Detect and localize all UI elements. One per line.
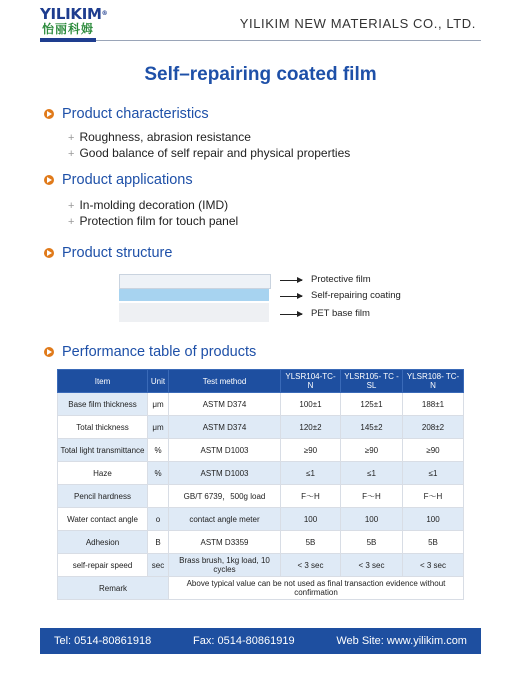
table-row bbox=[58, 508, 464, 531]
table-cell: 100 bbox=[403, 508, 464, 531]
play-bullet-icon bbox=[44, 347, 54, 357]
table-cell: F～H bbox=[341, 485, 403, 508]
footer-website: Web Site: www.yilikim.com bbox=[336, 635, 467, 647]
logo-chinese-name: 怡丽科姆 bbox=[42, 22, 95, 36]
table-row bbox=[58, 531, 464, 554]
table-cell: Brass brush, 1kg load, 10 cycles bbox=[169, 554, 281, 577]
column-header: YLSR104-TC-N bbox=[281, 370, 341, 393]
footer-fax: Fax: 0514-80861919 bbox=[193, 635, 295, 647]
table-cell: 125±1 bbox=[341, 393, 403, 416]
table-row bbox=[58, 393, 464, 416]
table-cell: self-repair speed bbox=[58, 554, 148, 577]
table-cell: o bbox=[148, 508, 169, 531]
table-row bbox=[58, 554, 464, 577]
table-cell: Water contact angle bbox=[58, 508, 148, 531]
table-header-row bbox=[58, 370, 464, 393]
table-cell: ≥90 bbox=[403, 439, 464, 462]
table-cell: F～H bbox=[281, 485, 341, 508]
table-cell: ≥90 bbox=[341, 439, 403, 462]
footer-tel: Tel: 0514-80861918 bbox=[54, 635, 152, 647]
table-cell: Pencil hardness bbox=[58, 485, 148, 508]
remark-row bbox=[58, 577, 464, 600]
table-cell: GB/T 6739，500g load bbox=[169, 485, 281, 508]
list-item: + Roughness, abrasion resistance bbox=[68, 130, 251, 144]
plus-icon: + bbox=[68, 148, 75, 160]
table-cell: ≤1 bbox=[403, 462, 464, 485]
table-cell: ASTM D1003 bbox=[169, 439, 281, 462]
table-cell: % bbox=[148, 439, 169, 462]
header-divider bbox=[40, 40, 481, 41]
protective-film-layer bbox=[119, 274, 271, 289]
section-performance bbox=[44, 342, 256, 362]
play-bullet-icon bbox=[44, 175, 54, 185]
table-cell: F～H bbox=[403, 485, 464, 508]
table-cell: ASTM D374 bbox=[169, 416, 281, 439]
page-title: Self–repairing coated film bbox=[144, 64, 377, 85]
table-cell: 5B bbox=[281, 531, 341, 554]
layer-label: Self-repairing coating bbox=[311, 290, 401, 301]
plus-icon: + bbox=[68, 216, 75, 228]
footer-contact-bar bbox=[40, 628, 481, 654]
table-cell: ASTM D1003 bbox=[169, 462, 281, 485]
table-row bbox=[58, 416, 464, 439]
table-cell: < 3 sec bbox=[281, 554, 341, 577]
table-cell: 120±2 bbox=[281, 416, 341, 439]
table-cell: μm bbox=[148, 393, 169, 416]
table-row bbox=[58, 462, 464, 485]
performance-table bbox=[57, 369, 464, 600]
section-structure bbox=[44, 243, 172, 263]
company-name: YILIKIM NEW MATERIALS CO., LTD. bbox=[239, 16, 476, 31]
remark-label: Remark bbox=[58, 577, 169, 600]
section-heading: Product applications bbox=[62, 172, 193, 188]
play-bullet-icon bbox=[44, 248, 54, 258]
table-cell: < 3 sec bbox=[341, 554, 403, 577]
layer-label: PET base film bbox=[311, 308, 370, 319]
table-cell: ASTM D374 bbox=[169, 393, 281, 416]
table-cell: 100 bbox=[281, 508, 341, 531]
table-cell: 208±2 bbox=[403, 416, 464, 439]
table-cell: ASTM D3359 bbox=[169, 531, 281, 554]
logo-wordmark: YILIKIM bbox=[40, 5, 102, 23]
play-bullet-icon bbox=[44, 109, 54, 119]
table-cell: contact angle meter bbox=[169, 508, 281, 531]
table-cell: Adhesion bbox=[58, 531, 148, 554]
table-cell: Base film thickness bbox=[58, 393, 148, 416]
arrow-right-icon bbox=[280, 280, 302, 281]
table-cell: 5B bbox=[403, 531, 464, 554]
column-header: YLSR105- TC -SL bbox=[341, 370, 403, 393]
table-cell: < 3 sec bbox=[403, 554, 464, 577]
plus-icon: + bbox=[68, 132, 75, 144]
table-cell: 145±2 bbox=[341, 416, 403, 439]
list-item: + Good balance of self repair and physical properties bbox=[68, 146, 351, 160]
table-cell: 5B bbox=[341, 531, 403, 554]
remark-text: Above typical value can be not used as final transaction evidence without confirmation bbox=[169, 577, 464, 600]
self-repairing-coating-layer bbox=[119, 289, 269, 301]
column-header: Unit bbox=[148, 370, 169, 393]
section-applications bbox=[44, 170, 193, 190]
table-cell: ≤1 bbox=[281, 462, 341, 485]
arrow-right-icon bbox=[280, 314, 302, 315]
pet-base-film-layer bbox=[119, 303, 269, 322]
arrow-right-icon bbox=[280, 296, 302, 297]
section-heading: Performance table of products bbox=[62, 344, 257, 360]
header-accent-bar bbox=[40, 38, 96, 42]
list-item: + In-molding decoration (IMD) bbox=[68, 198, 229, 212]
table-cell: 100±1 bbox=[281, 393, 341, 416]
table-row bbox=[58, 485, 464, 508]
table-row bbox=[58, 439, 464, 462]
list-item: + Protection film for touch panel bbox=[68, 214, 239, 228]
section-heading: Product structure bbox=[62, 245, 173, 261]
column-header: Item bbox=[58, 370, 148, 393]
table-cell bbox=[148, 485, 169, 508]
table-cell: sec bbox=[148, 554, 169, 577]
table-cell: 188±1 bbox=[403, 393, 464, 416]
table-cell: Total light transmittance bbox=[58, 439, 148, 462]
table-cell: ≥90 bbox=[281, 439, 341, 462]
layer-label: Protective film bbox=[311, 274, 371, 285]
column-header: Test method bbox=[169, 370, 281, 393]
table-cell: Total thickness bbox=[58, 416, 148, 439]
table-cell: ≤1 bbox=[341, 462, 403, 485]
table-cell: 100 bbox=[341, 508, 403, 531]
table-cell: % bbox=[148, 462, 169, 485]
table-cell: μm bbox=[148, 416, 169, 439]
table-cell: Haze bbox=[58, 462, 148, 485]
company-logo: YILIKIM® 怡丽科姆 bbox=[40, 5, 108, 36]
plus-icon: + bbox=[68, 200, 75, 212]
section-heading: Product characteristics bbox=[62, 106, 209, 122]
section-characteristics bbox=[44, 104, 209, 124]
column-header: YLSR108- TC-N bbox=[403, 370, 464, 393]
table-cell: B bbox=[148, 531, 169, 554]
